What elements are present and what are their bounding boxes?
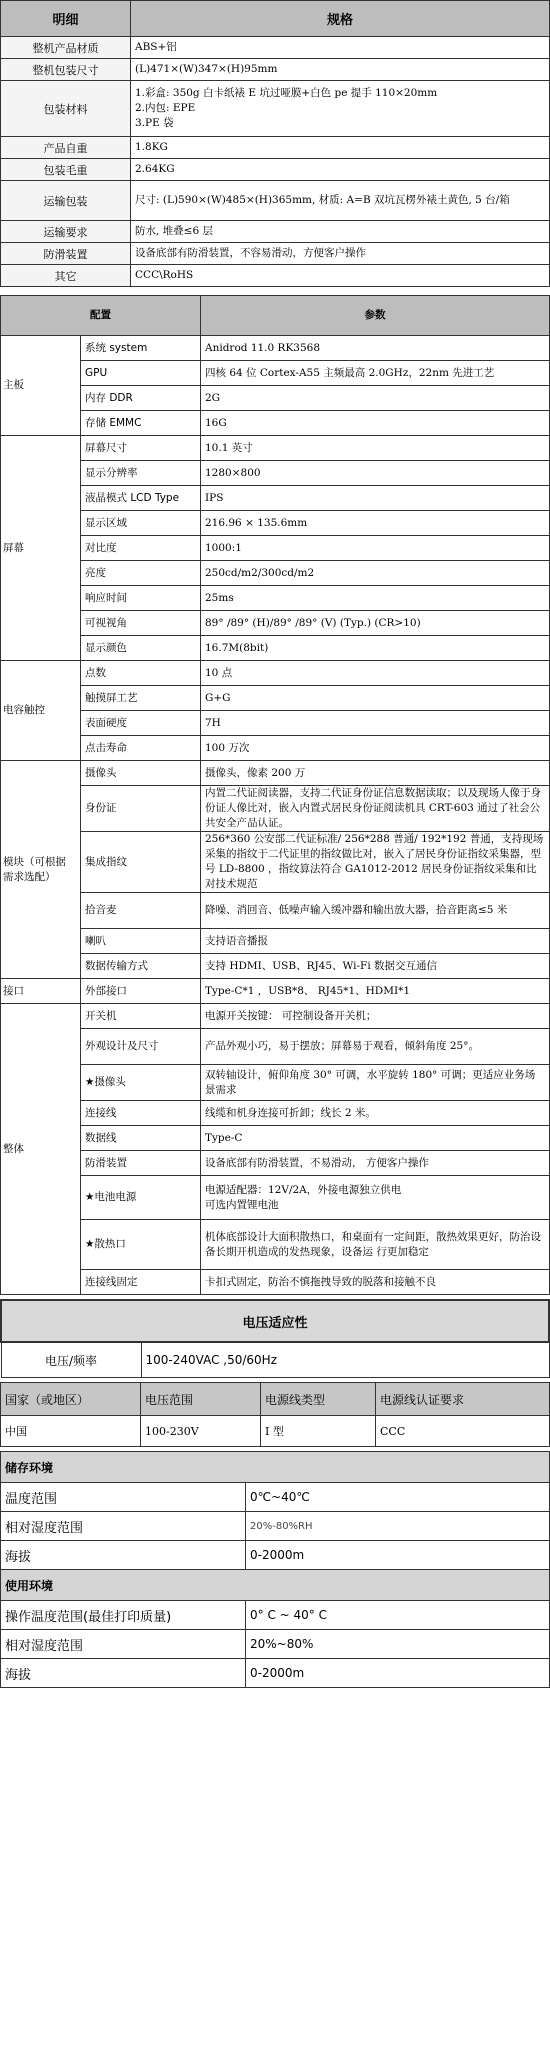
config-row — [1, 929, 550, 954]
config-row — [1, 893, 550, 929]
config-item: 数据线 — [81, 1126, 201, 1151]
use-env-value: 0° C ~ 40° C — [246, 1601, 550, 1630]
spec-row — [1, 181, 550, 221]
use-env-title: 使用环境 — [1, 1570, 550, 1601]
config-value: 线缆和机身连接可折卸；线长 2 米。 — [201, 1101, 550, 1126]
storage-env-title: 储存环境 — [1, 1452, 550, 1483]
spec-row — [1, 221, 550, 243]
spec-value: 防水, 堆叠≤6 层 — [131, 221, 550, 243]
config-value: 256*360 公安部二代证标准/ 256*288 普通/ 192*192 普通，支持现场采集的指纹于二代证里的指纹做比对，嵌入了居民身份证指纹采集器，型号 LD-8800 ，指纹算法符合 GA1012-2012 居民身份证指纹采集和比对技术规范 — [201, 832, 550, 893]
config-row — [1, 736, 550, 761]
storage-env-label: 相对湿度范围 — [1, 1512, 246, 1541]
use-env-value: 20%~80% — [246, 1630, 550, 1659]
config-value: 设备底部有防滑装置，不易滑动， 方便客户操作 — [201, 1151, 550, 1176]
config-row — [1, 436, 550, 461]
use-env-row — [1, 1601, 550, 1630]
config-value: 产品外观小巧，易于摆放；屏幕易于观看，倾斜角度 25°。 — [201, 1029, 550, 1065]
config-value: Anidrod 11.0 RK3568 — [201, 336, 550, 361]
config-row — [1, 1101, 550, 1126]
config-item: 内存 DDR — [81, 386, 201, 411]
config-item: 身份证 — [81, 786, 201, 832]
power-value: 100-240VAC ,50/60Hz — [141, 1342, 549, 1378]
config-item: ★散热口 — [81, 1220, 201, 1270]
spec-row — [1, 243, 550, 265]
config-header-config: 配置 — [1, 296, 201, 336]
spec-value: CCC\RoHS — [131, 265, 550, 287]
spec-label: 包装材料 — [1, 81, 131, 137]
storage-env-row — [1, 1512, 550, 1541]
use-env-value: 0-2000m — [246, 1659, 550, 1688]
spec-row — [1, 81, 550, 137]
config-item: 连接线 — [81, 1101, 201, 1126]
storage-env-label: 海拔 — [1, 1541, 246, 1570]
config-row — [1, 1220, 550, 1270]
config-value: IPS — [201, 486, 550, 511]
config-item: ★摄像头 — [81, 1065, 201, 1101]
spec-label: 运输要求 — [1, 221, 131, 243]
power-title: 电压适应性 — [1, 1300, 549, 1342]
use-env-row — [1, 1659, 550, 1688]
config-row — [1, 411, 550, 436]
config-row — [1, 1065, 550, 1101]
power-row — [1, 1342, 549, 1378]
config-row — [1, 711, 550, 736]
plug-header-voltage: 电压范围 — [141, 1383, 261, 1416]
config-row — [1, 761, 550, 786]
spec-label: 整机产品材质 — [1, 37, 131, 59]
config-item: 拾音麦 — [81, 893, 201, 929]
config-value: 支持语音播报 — [201, 929, 550, 954]
config-value: 10.1 英寸 — [201, 436, 550, 461]
plug-cable: I 型 — [261, 1416, 376, 1447]
environment-table — [0, 1451, 550, 1688]
config-value: 10 点 — [201, 661, 550, 686]
use-env-label: 海拔 — [1, 1659, 246, 1688]
spec-label: 产品自重 — [1, 137, 131, 159]
spec-row — [1, 265, 550, 287]
config-row — [1, 336, 550, 361]
config-row — [1, 361, 550, 386]
spec-value: 设备底部有防滑装置，不容易滑动，方便客户操作 — [131, 243, 550, 265]
spec-label: 其它 — [1, 265, 131, 287]
config-item: 表面硬度 — [81, 711, 201, 736]
config-value: 100 万次 — [201, 736, 550, 761]
config-row — [1, 1126, 550, 1151]
config-value: 四核 64 位 Cortex-A55 主频最高 2.0GHz，22nm 先进工艺 — [201, 361, 550, 386]
spec-value: (L)471×(W)347×(H)95mm — [131, 59, 550, 81]
config-row — [1, 979, 550, 1004]
config-item: 防滑装置 — [81, 1151, 201, 1176]
storage-env-value: 0-2000m — [246, 1541, 550, 1570]
config-value: Type-C — [201, 1126, 550, 1151]
config-row — [1, 386, 550, 411]
config-item: 点击寿命 — [81, 736, 201, 761]
config-item: 点数 — [81, 661, 201, 686]
config-group-label: 接口 — [1, 979, 81, 1004]
plug-header-row — [1, 1383, 550, 1416]
spec-label: 包装毛重 — [1, 159, 131, 181]
config-row — [1, 561, 550, 586]
config-row — [1, 1176, 550, 1220]
config-item: 显示颜色 — [81, 636, 201, 661]
plug-header-cert: 电源线认证要求 — [376, 1383, 550, 1416]
config-value: Type-C*1 ，USB*8、 RJ45*1、HDMI*1 — [201, 979, 550, 1004]
config-row — [1, 536, 550, 561]
spec-header-spec: 规格 — [131, 1, 550, 37]
spec-header-row — [1, 1, 550, 37]
spec-value: 1.彩盒: 350g 白卡纸裱 E 坑过哑膜+白色 pe 提手 110×20mm 2.内包: EPE 3.PE 袋 — [131, 81, 550, 137]
power-table — [0, 1299, 550, 1378]
config-value: 1280×800 — [201, 461, 550, 486]
plug-header-country: 国家（或地区） — [1, 1383, 141, 1416]
spec-header-detail: 明细 — [1, 1, 131, 37]
storage-env-row — [1, 1541, 550, 1570]
config-item: 喇叭 — [81, 929, 201, 954]
plug-country: 中国 — [1, 1416, 141, 1447]
config-group-label: 模块（可根据需求选配） — [1, 761, 81, 979]
config-row — [1, 586, 550, 611]
config-value: 216.96 × 135.6mm — [201, 511, 550, 536]
spec-value: 2.64KG — [131, 159, 550, 181]
config-item: 显示区域 — [81, 511, 201, 536]
config-row — [1, 486, 550, 511]
config-item: 摄像头 — [81, 761, 201, 786]
config-item: 外观设计及尺寸 — [81, 1029, 201, 1065]
config-value: 电源开关按键： 可控制设备开关机； — [201, 1004, 550, 1029]
config-item: 显示分辨率 — [81, 461, 201, 486]
plug-cert: CCC — [376, 1416, 550, 1447]
config-item: 亮度 — [81, 561, 201, 586]
config-item: 液晶模式 LCD Type — [81, 486, 201, 511]
config-row — [1, 686, 550, 711]
config-row — [1, 511, 550, 536]
use-env-row — [1, 1630, 550, 1659]
config-item: 开关机 — [81, 1004, 201, 1029]
config-group-label: 屏幕 — [1, 436, 81, 661]
storage-env-label: 温度范围 — [1, 1483, 246, 1512]
config-item: ★电池电源 — [81, 1176, 201, 1220]
spec-value: 1.8KG — [131, 137, 550, 159]
config-row — [1, 786, 550, 832]
storage-env-value: 20%-80%RH — [246, 1512, 550, 1541]
config-item: 数据传输方式 — [81, 954, 201, 979]
config-item: GPU — [81, 361, 201, 386]
spec-row — [1, 59, 550, 81]
spec-value: 尺寸: (L)590×(W)485×(H)365mm, 材质: A=B 双坑瓦楞外裱土黄色, 5 台/箱 — [131, 181, 550, 221]
config-value: 16.7M(8bit) — [201, 636, 550, 661]
config-value: 16G — [201, 411, 550, 436]
config-value: 89° /89° (H)/89° /89° (V) (Typ.) (CR>10) — [201, 611, 550, 636]
config-row — [1, 611, 550, 636]
config-value: 250cd/m2/300cd/m2 — [201, 561, 550, 586]
config-item: 系统 system — [81, 336, 201, 361]
config-table — [0, 295, 550, 1295]
config-row — [1, 461, 550, 486]
config-value: 摄像头，像素 200 万 — [201, 761, 550, 786]
config-value: 卡扣式固定，防治不慎拖拽导致的脱落和接触不良 — [201, 1270, 550, 1295]
config-header-param: 参数 — [201, 296, 550, 336]
spec-row — [1, 137, 550, 159]
power-title-row — [1, 1300, 549, 1342]
spec-value: ABS+铝 — [131, 37, 550, 59]
config-row — [1, 1151, 550, 1176]
config-item: 响应时间 — [81, 586, 201, 611]
config-item: 存储 EMMC — [81, 411, 201, 436]
config-row — [1, 832, 550, 893]
config-item: 连接线固定 — [81, 1270, 201, 1295]
plug-header-cable: 电源线类型 — [261, 1383, 376, 1416]
use-env-label: 相对湿度范围 — [1, 1630, 246, 1659]
plug-table — [0, 1382, 550, 1447]
spec-label: 整机包装尺寸 — [1, 59, 131, 81]
config-item: 集成指纹 — [81, 832, 201, 893]
config-value: G+G — [201, 686, 550, 711]
config-item: 触摸屏工艺 — [81, 686, 201, 711]
config-row — [1, 1270, 550, 1295]
config-value: 内置二代证阅读器，支持二代证身份证信息数据读取；以及现场人像于身份证人像比对，嵌入内置式居民身份证阅读机具 CRT-603 通过了社会公共安全产品认证。 — [201, 786, 550, 832]
plug-row — [1, 1416, 550, 1447]
spec-label: 防滑装置 — [1, 243, 131, 265]
config-value: 支持 HDMI、USB、RJ45、Wi-Fi 数据交互通信 — [201, 954, 550, 979]
config-item: 对比度 — [81, 536, 201, 561]
config-value: 2G — [201, 386, 550, 411]
config-group-label: 整体 — [1, 1004, 81, 1295]
storage-env-row — [1, 1483, 550, 1512]
spec-row — [1, 159, 550, 181]
storage-env-value: 0℃~40℃ — [246, 1483, 550, 1512]
config-row — [1, 636, 550, 661]
config-value: 电源适配器：12V/2A，外接电源独立供电 可选内置锂电池 — [201, 1176, 550, 1220]
config-value: 降噪、消回音、低噪声输入缓冲器和输出放大器，拾音距离≤5 米 — [201, 893, 550, 929]
use-env-title-row — [1, 1570, 550, 1601]
config-row — [1, 954, 550, 979]
use-env-label: 操作温度范围(最佳打印质量) — [1, 1601, 246, 1630]
config-group-label: 电容触控 — [1, 661, 81, 761]
config-value: 25ms — [201, 586, 550, 611]
config-value: 1000:1 — [201, 536, 550, 561]
config-header-row — [1, 296, 550, 336]
power-label: 电压/频率 — [1, 1342, 141, 1378]
plug-voltage: 100-230V — [141, 1416, 261, 1447]
config-value: 机体底部设计大面积散热口，和桌面有一定间距，散热效果更好，防治设备长期开机造成的发热现象，设备运 行更加稳定 — [201, 1220, 550, 1270]
product-spec-table — [0, 0, 550, 287]
config-item: 外部接口 — [81, 979, 201, 1004]
spec-row — [1, 37, 550, 59]
config-item: 屏幕尺寸 — [81, 436, 201, 461]
spec-label: 运输包装 — [1, 181, 131, 221]
config-value: 7H — [201, 711, 550, 736]
config-row — [1, 1029, 550, 1065]
config-item: 可视视角 — [81, 611, 201, 636]
config-row — [1, 661, 550, 686]
config-row — [1, 1004, 550, 1029]
storage-env-title-row — [1, 1452, 550, 1483]
config-group-label: 主板 — [1, 336, 81, 436]
config-value: 双转轴设计，俯仰角度 30° 可调，水平旋转 180° 可调；更适应业务场景需求 — [201, 1065, 550, 1101]
